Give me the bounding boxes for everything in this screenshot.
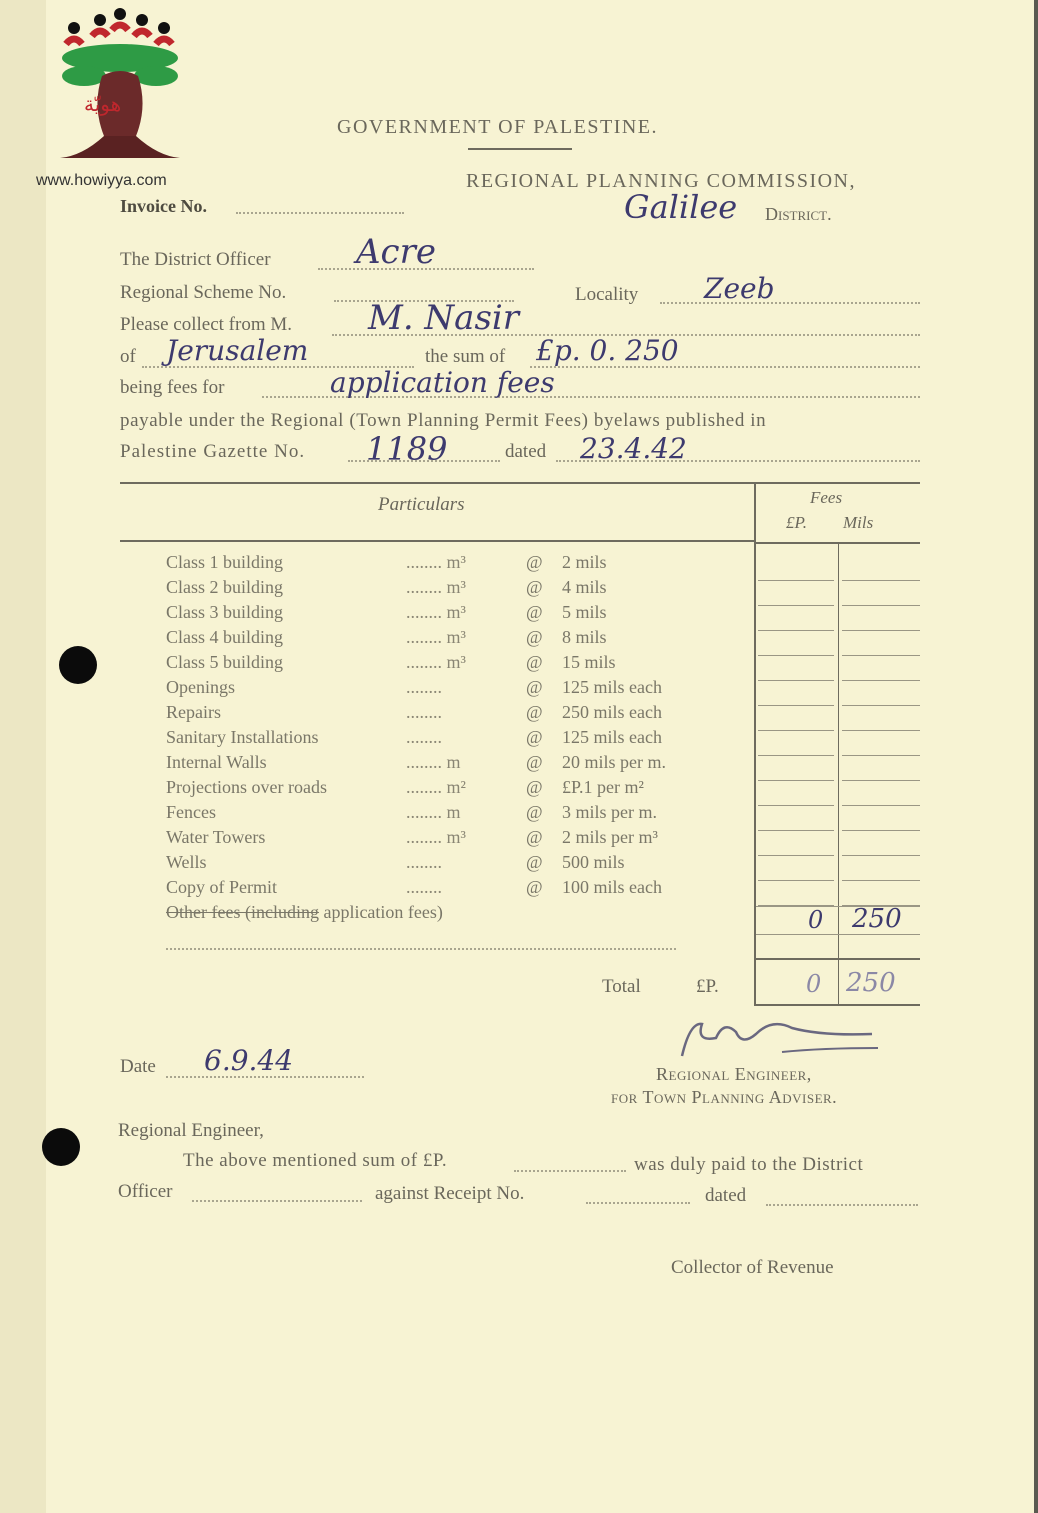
row-unit: ........ m³ bbox=[406, 602, 466, 622]
fee-cell-line bbox=[842, 680, 920, 681]
row-label: Water Towers bbox=[166, 827, 266, 847]
row-rate: £P.1 per m² bbox=[562, 777, 644, 797]
row-unit: ........ bbox=[406, 677, 442, 697]
fee-cell-line bbox=[758, 680, 834, 681]
row-rate: 3 mils per m. bbox=[562, 802, 657, 822]
row-label: Sanitary Installations bbox=[166, 727, 319, 747]
gazette-dated-label: dated bbox=[505, 441, 547, 462]
fee-cell-line bbox=[758, 580, 834, 581]
fee-cell-line bbox=[758, 730, 834, 731]
locality-dots bbox=[660, 302, 920, 304]
row-label: Class 4 building bbox=[166, 627, 284, 647]
row-unit: ........ bbox=[406, 852, 442, 872]
punch-hole bbox=[42, 1128, 80, 1166]
commission-title: REGIONAL PLANNING COMMISSION, bbox=[466, 170, 856, 192]
row-at: @ bbox=[526, 877, 543, 897]
table-row bbox=[166, 827, 746, 852]
row-rate: 125 mils each bbox=[562, 677, 662, 697]
row-unit: ........ m bbox=[406, 802, 461, 822]
row-rate: 20 mils per m. bbox=[562, 752, 666, 772]
fee-cell-line bbox=[842, 630, 920, 631]
fee-cell-line bbox=[758, 805, 834, 806]
other-fees-struck: Other fees (including bbox=[166, 902, 319, 922]
total-top-rule bbox=[756, 958, 920, 960]
row-unit: ........ bbox=[406, 727, 442, 747]
row-rate: 8 mils bbox=[562, 627, 607, 647]
row-at: @ bbox=[526, 802, 543, 822]
other-fees-dots bbox=[166, 948, 676, 950]
particulars-bottom-rule bbox=[120, 540, 756, 542]
fee-cell-line bbox=[758, 880, 834, 881]
row-at: @ bbox=[526, 627, 543, 647]
fee-cell-line bbox=[842, 855, 920, 856]
row-unit: ........ m³ bbox=[406, 577, 466, 597]
row-label: Repairs bbox=[166, 702, 221, 722]
title-rule bbox=[468, 148, 572, 150]
fee-cell-line bbox=[758, 855, 834, 856]
fees-header: Fees bbox=[810, 488, 843, 507]
row-rate: 125 mils each bbox=[562, 727, 662, 747]
collector-label: Collector of Revenue bbox=[671, 1257, 834, 1278]
invoice-dots bbox=[236, 212, 404, 214]
table-row bbox=[166, 702, 746, 727]
row-unit: ........ m³ bbox=[406, 652, 466, 672]
row-label: Fences bbox=[166, 802, 216, 822]
row-label: Class 2 building bbox=[166, 577, 284, 597]
row-rate: 15 mils bbox=[562, 652, 616, 672]
table-row bbox=[166, 877, 746, 902]
fee-cell-line bbox=[758, 780, 834, 781]
officer-dots bbox=[192, 1200, 362, 1202]
table-row bbox=[166, 752, 746, 777]
row-unit: ........ bbox=[406, 877, 442, 897]
payable-text: payable under the Regional (Town Planning Permit Fees) byelaws published in bbox=[120, 410, 767, 431]
row-unit: ........ m bbox=[406, 752, 461, 772]
row-label: Class 5 building bbox=[166, 652, 284, 672]
officer-label: Officer bbox=[118, 1181, 173, 1202]
row-at: @ bbox=[526, 652, 543, 672]
fee-cell-line bbox=[758, 830, 834, 831]
row-at: @ bbox=[526, 852, 543, 872]
gazette-value: 1189 bbox=[366, 430, 448, 468]
row-at: @ bbox=[526, 827, 543, 847]
district-label: District. bbox=[765, 204, 832, 224]
fee-cell-line bbox=[842, 705, 920, 706]
total-bottom-rule bbox=[756, 1004, 920, 1006]
row-at: @ bbox=[526, 727, 543, 747]
logo-url[interactable]: www.howiyya.com bbox=[36, 172, 167, 189]
row-at: @ bbox=[526, 777, 543, 797]
total-label: Total bbox=[602, 976, 641, 997]
gazette-dated-value: 23.4.42 bbox=[580, 432, 687, 465]
row-at: @ bbox=[526, 602, 543, 622]
row-label: Projections over roads bbox=[166, 777, 327, 797]
gazette-label: Palestine Gazette No. bbox=[120, 441, 306, 462]
other-fees-lp: 0 bbox=[808, 906, 824, 934]
district-officer-label: The District Officer bbox=[120, 249, 271, 270]
being-label: being fees for bbox=[120, 377, 225, 398]
total-mils: 250 bbox=[846, 968, 896, 998]
receipt-label: against Receipt No. bbox=[375, 1183, 525, 1204]
other-fees-rest: application fees) bbox=[323, 902, 443, 922]
table-row bbox=[166, 727, 746, 752]
fee-cell-line bbox=[842, 605, 920, 606]
row-rate: 500 mils bbox=[562, 852, 625, 872]
fee-cell-line bbox=[842, 655, 920, 656]
table-row bbox=[166, 652, 746, 677]
howiyya-tree-logo-icon bbox=[52, 6, 187, 171]
row-label: Internal Walls bbox=[166, 752, 267, 772]
table-row bbox=[166, 602, 746, 627]
of-label: of bbox=[120, 346, 136, 367]
receipt-dots bbox=[586, 1202, 690, 1204]
row-rate: 100 mils each bbox=[562, 877, 662, 897]
fee-cell-line bbox=[842, 580, 920, 581]
table-row bbox=[166, 552, 746, 577]
fee-cell-line bbox=[758, 705, 834, 706]
fee-cell-line bbox=[758, 630, 834, 631]
other-fees-row bbox=[166, 902, 443, 923]
lp-header: £P. bbox=[786, 513, 807, 532]
scheme-label: Regional Scheme No. bbox=[120, 282, 287, 303]
engineer-subtitle: for Town Planning Adviser. bbox=[611, 1087, 838, 1107]
district-officer-value: Acre bbox=[356, 232, 436, 272]
invoice-label: Invoice No. bbox=[120, 196, 207, 216]
row-unit: ........ m³ bbox=[406, 552, 466, 572]
row-label: Class 1 building bbox=[166, 552, 284, 572]
row-rate: 5 mils bbox=[562, 602, 607, 622]
logo-script-text: هويّة bbox=[84, 94, 122, 116]
row-at: @ bbox=[526, 702, 543, 722]
fee-cell-line bbox=[842, 730, 920, 731]
paid-text-2: was duly paid to the District bbox=[634, 1154, 864, 1175]
page-left-edge bbox=[0, 0, 46, 1513]
row-rate: 4 mils bbox=[562, 577, 607, 597]
government-title: GOVERNMENT OF PALESTINE. bbox=[337, 116, 659, 138]
fees-left-rule bbox=[754, 484, 756, 1006]
table-row bbox=[166, 577, 746, 602]
total-currency: £P. bbox=[696, 976, 719, 997]
row-rate: 2 mils per m³ bbox=[562, 827, 658, 847]
punch-hole bbox=[59, 646, 97, 684]
row-label: Wells bbox=[166, 852, 207, 872]
paid-text-1: The above mentioned sum of £P. bbox=[183, 1150, 448, 1171]
row-at: @ bbox=[526, 577, 543, 597]
fee-cell-line bbox=[842, 830, 920, 831]
table-top-rule bbox=[120, 482, 920, 484]
engineer-title: Regional Engineer, bbox=[656, 1064, 812, 1084]
table-row bbox=[166, 852, 746, 877]
fee-cell-line bbox=[758, 755, 834, 756]
row-at: @ bbox=[526, 552, 543, 572]
engineer-salutation: Regional Engineer, bbox=[118, 1120, 264, 1141]
fee-cell-line bbox=[842, 880, 920, 881]
sum-value: £p. 0. 250 bbox=[536, 334, 679, 367]
other-fees-mils: 250 bbox=[852, 904, 902, 934]
locality-value: Zeeb bbox=[704, 272, 775, 305]
table-row bbox=[166, 802, 746, 827]
table-row bbox=[166, 677, 746, 702]
page-right-edge bbox=[1034, 0, 1038, 1513]
fee-cell-line bbox=[842, 755, 920, 756]
date-label: Date bbox=[120, 1056, 156, 1077]
fee-cell-line bbox=[758, 655, 834, 656]
receipt-dated-label: dated bbox=[705, 1185, 747, 1206]
row-label: Class 3 building bbox=[166, 602, 284, 622]
row-unit: ........ m³ bbox=[406, 827, 466, 847]
row-unit: ........ m² bbox=[406, 777, 466, 797]
of-value: Jerusalem bbox=[166, 334, 309, 367]
row-rate: 2 mils bbox=[562, 552, 607, 572]
locality-label: Locality bbox=[575, 284, 639, 305]
other-fees-bottom-rule bbox=[756, 934, 920, 935]
district-handwritten: Galilee bbox=[624, 188, 738, 226]
particulars-header: Particulars bbox=[378, 494, 465, 515]
table-row bbox=[166, 777, 746, 802]
mils-header: Mils bbox=[843, 513, 874, 532]
total-lp: 0 bbox=[806, 970, 822, 998]
row-unit: ........ m³ bbox=[406, 627, 466, 647]
sum-label: the sum of bbox=[425, 346, 506, 367]
row-at: @ bbox=[526, 752, 543, 772]
receipt-dated-dots bbox=[766, 1204, 918, 1206]
fee-cell-line bbox=[758, 605, 834, 606]
date-value: 6.9.44 bbox=[204, 1044, 294, 1077]
row-unit: ........ bbox=[406, 702, 442, 722]
fee-cell-line bbox=[842, 780, 920, 781]
row-label: Openings bbox=[166, 677, 235, 697]
being-value: application fees bbox=[330, 366, 555, 399]
row-rate: 250 mils each bbox=[562, 702, 662, 722]
collect-value: M. Nasir bbox=[368, 298, 520, 338]
row-label: Copy of Permit bbox=[166, 877, 277, 897]
paid-sum-dots bbox=[514, 1170, 626, 1172]
engineer-signature-icon bbox=[672, 1012, 884, 1062]
row-at: @ bbox=[526, 677, 543, 697]
fee-cell-line bbox=[842, 805, 920, 806]
table-row bbox=[166, 627, 746, 652]
collect-label: Please collect from M. bbox=[120, 314, 293, 335]
